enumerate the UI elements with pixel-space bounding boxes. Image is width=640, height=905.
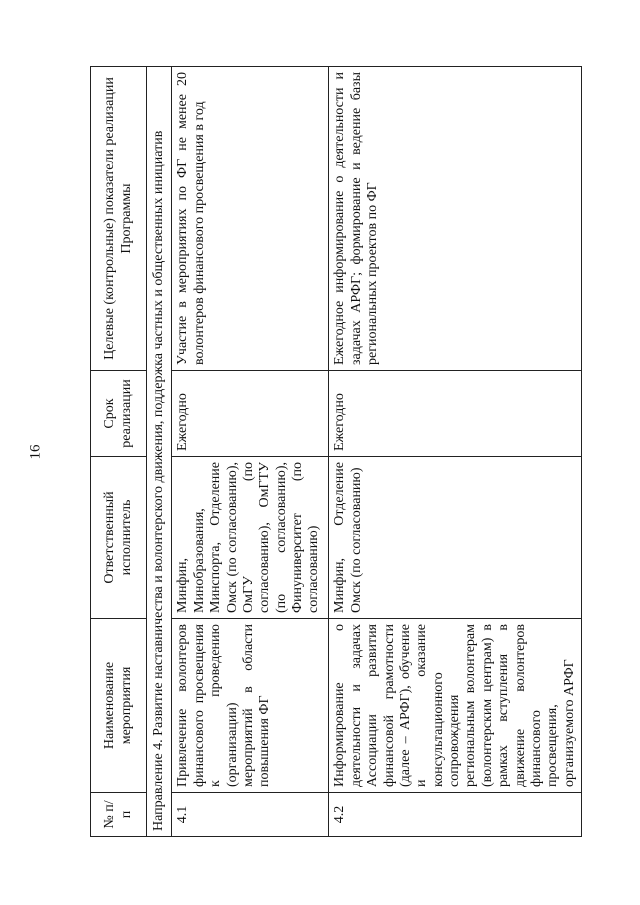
table-row xyxy=(329,67,582,837)
header-indicators: Целевые (контрольные) показатели реализации Программы xyxy=(91,67,147,371)
row-indicators: Ежегодное информирование о деятельности и задачах АРФГ; формирование и ведение базы региональных проектов по ФГ xyxy=(329,67,582,371)
page-number: 16 xyxy=(27,444,44,460)
section-row xyxy=(147,67,172,837)
rotated-table-container xyxy=(90,67,577,837)
table-row xyxy=(172,67,329,837)
header-term: Срок реализации xyxy=(91,371,147,457)
row-term: Ежегодно xyxy=(329,371,582,457)
row-num: 4.2 xyxy=(329,793,582,837)
row-indicators: Участие в мероприятиях по ФГ не менее 20 волонтеров финансового просвещения в год xyxy=(172,67,329,371)
row-executor: Минфин, Отделение Омск (по согласованию) xyxy=(329,457,582,619)
row-term: Ежегодно xyxy=(172,371,329,457)
header-num: № п/п xyxy=(91,793,147,837)
program-table xyxy=(90,66,582,837)
row-num: 4.1 xyxy=(172,793,329,837)
header-executor: Ответственный исполнитель xyxy=(91,457,147,619)
row-executor: Минфин, Минобразования, Минспорта, Отделение Омск (по согласованию), ОмГУ (по согласованию), ОмГТУ (по согласованию), Финуниверситет (по согласованию) xyxy=(172,457,329,619)
header-name: Наименование мероприятия xyxy=(91,619,147,793)
section-title: Направление 4. Развитие наставничества и волонтерского движения, поддержка частных и общественных инициатив xyxy=(147,67,172,837)
table-header-row xyxy=(91,67,147,837)
row-name: Информирование о деятельности и задачах Ассоциации развития финансовой грамотности (далее – АРФГ), обучение и оказание консультационного сопровождения региональным волонтерам (волонтерским центрам) в рамках вступления в движение волонтеров финансового просвещения, организуемого АРФГ xyxy=(329,619,582,793)
row-name: Привлечение волонтеров финансового просвещения к проведению (организации) мероприятий в области повышения ФГ xyxy=(172,619,329,793)
